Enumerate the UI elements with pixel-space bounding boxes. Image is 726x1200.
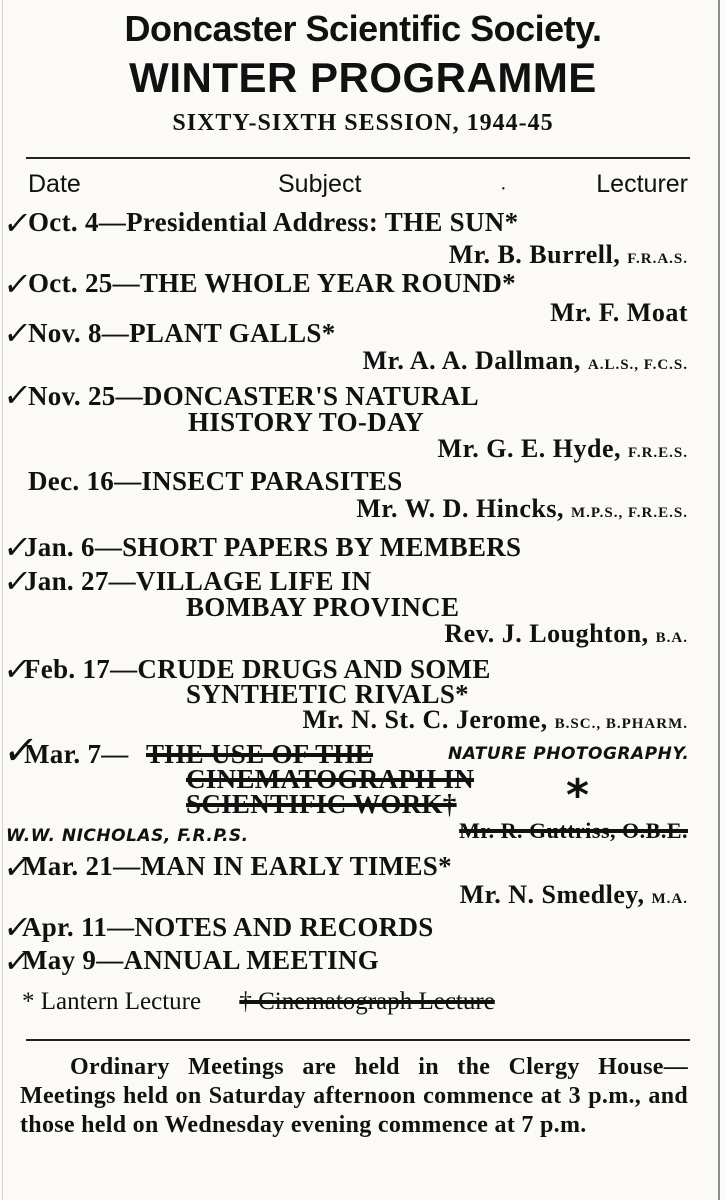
page-edge-right	[718, 0, 720, 1200]
society-title: Doncaster Scientific Society.	[124, 8, 602, 49]
tick-mark: ✓	[1, 377, 34, 413]
lecturer-name: Mr. W. D. Hincks,	[356, 494, 564, 523]
tick-mark: ✓	[1, 943, 34, 979]
lecturer-degrees: B.SC., B.PHARM.	[554, 716, 688, 732]
handwritten-lecturer: W.W. NICHOLAS, F.R.P.S.	[6, 826, 249, 846]
lecturer-name: Mr. F. Moat	[550, 298, 688, 327]
entry-date-subject: Nov. 8—PLANT GALLS*	[28, 318, 336, 348]
struck-subject-line-3: SCIENTIFIC WORK†	[186, 789, 457, 819]
lecturer-degrees: A.L.S., F.C.S.	[587, 357, 688, 373]
legend-lantern-lecture: * Lantern Lecture	[22, 988, 202, 1015]
tick-mark: ✓	[1, 205, 34, 241]
entry-lecturer	[356, 494, 688, 524]
column-header-date: Date	[28, 170, 81, 198]
lecturer-degrees: F.R.A.S.	[627, 251, 688, 267]
entry-lecturer	[460, 880, 688, 910]
entry-date-subject: Jan. 6—SHORT PAPERS BY MEMBERS	[24, 532, 522, 562]
tick-mark: ✓	[0, 729, 41, 773]
struck-subject-line-1: THE USE OF THE	[146, 739, 374, 769]
meeting-notes: Ordinary Meetings are held in the Clergy House—Meetings held on Saturday afternoon commence at 3 p.m., and those held on Wednesday evening commence at 7 p.m.	[20, 1054, 688, 1138]
entry-lecturer	[550, 298, 688, 328]
entry-date-subject: May 9—ANNUAL MEETING	[22, 945, 380, 975]
stray-dot: ·	[500, 178, 507, 200]
lecturer-name: Rev. J. Loughton,	[444, 619, 649, 648]
entry-subject-continued: BOMBAY PROVINCE	[186, 592, 460, 622]
lecturer-degrees: M.A.	[651, 891, 688, 907]
handwritten-asterisk: *	[566, 770, 590, 821]
legend-cinematograph-lecture: † Cinematograph Lecture	[239, 988, 495, 1015]
entry-lecturer	[363, 346, 688, 376]
lecturer-name: Mr. G. E. Hyde,	[437, 434, 622, 463]
entry-date: Mar. 7—	[24, 739, 129, 769]
tick-mark: ✓	[1, 909, 34, 945]
bottom-rule	[26, 1039, 690, 1041]
entry-date-subject: Nov. 25—DONCASTER'S NATURAL	[28, 381, 479, 411]
session-subtitle: SIXTY-SIXTH SESSION, 1944-45	[172, 110, 554, 136]
lecturer-name: Mr. A. A. Dallman,	[362, 346, 581, 375]
top-rule	[26, 157, 690, 159]
entry-lecturer	[302, 705, 688, 735]
entry-lecturer	[449, 240, 688, 270]
column-header-lecturer: Lecturer	[596, 170, 688, 198]
legend	[22, 988, 495, 1016]
entry-date-subject: Oct. 4—Presidential Address: THE SUN*	[28, 207, 519, 237]
column-header-subject: Subject	[278, 170, 362, 198]
entry-date-subject: Feb. 17—CRUDE DRUGS AND SOME	[24, 654, 491, 684]
lecturer-name: Mr. B. Burrell,	[448, 240, 621, 269]
lecturer-degrees: B.A.	[655, 630, 688, 646]
programme-title: WINTER PROGRAMME	[129, 54, 597, 101]
tick-mark: ✓	[1, 315, 34, 351]
lecturer-degrees: M.P.S., F.R.E.S.	[570, 505, 688, 521]
struck-lecturer: Mr. R. Guttriss, O.B.E.	[459, 818, 688, 843]
lecturer-name: Mr. N. St. C. Jerome,	[302, 705, 548, 734]
entry-date-subject: Jan. 27—VILLAGE LIFE IN	[24, 566, 372, 596]
tick-mark: ✓	[1, 563, 34, 599]
lecturer-name: Mr. N. Smedley,	[459, 880, 645, 909]
entry-date-subject: Apr. 11—NOTES AND RECORDS	[22, 912, 434, 942]
struck-subject-line-2: CINEMATOGRAPH IN	[186, 764, 475, 794]
lecturer-degrees: F.R.E.S.	[628, 445, 688, 461]
entry-subject-continued: HISTORY TO-DAY	[188, 407, 425, 437]
entry-date-subject: Oct. 25—THE WHOLE YEAR ROUND*	[28, 268, 516, 298]
handwritten-subject: NATURE PHOTOGRAPHY.	[448, 744, 690, 764]
entry-date-subject: Mar. 21—MAN IN EARLY TIMES*	[22, 851, 452, 881]
tick-mark: ✓	[1, 849, 34, 885]
page-edge-left	[2, 0, 3, 1200]
entry-subject-continued: SYNTHETIC RIVALS*	[186, 679, 469, 709]
entry-lecturer	[444, 619, 688, 649]
entry-lecturer	[438, 434, 688, 464]
tick-mark: ✓	[1, 266, 34, 302]
tick-mark: ✓	[1, 651, 34, 687]
tick-mark: ✓	[1, 529, 34, 565]
entry-date-subject: Dec. 16—INSECT PARASITES	[28, 466, 403, 496]
